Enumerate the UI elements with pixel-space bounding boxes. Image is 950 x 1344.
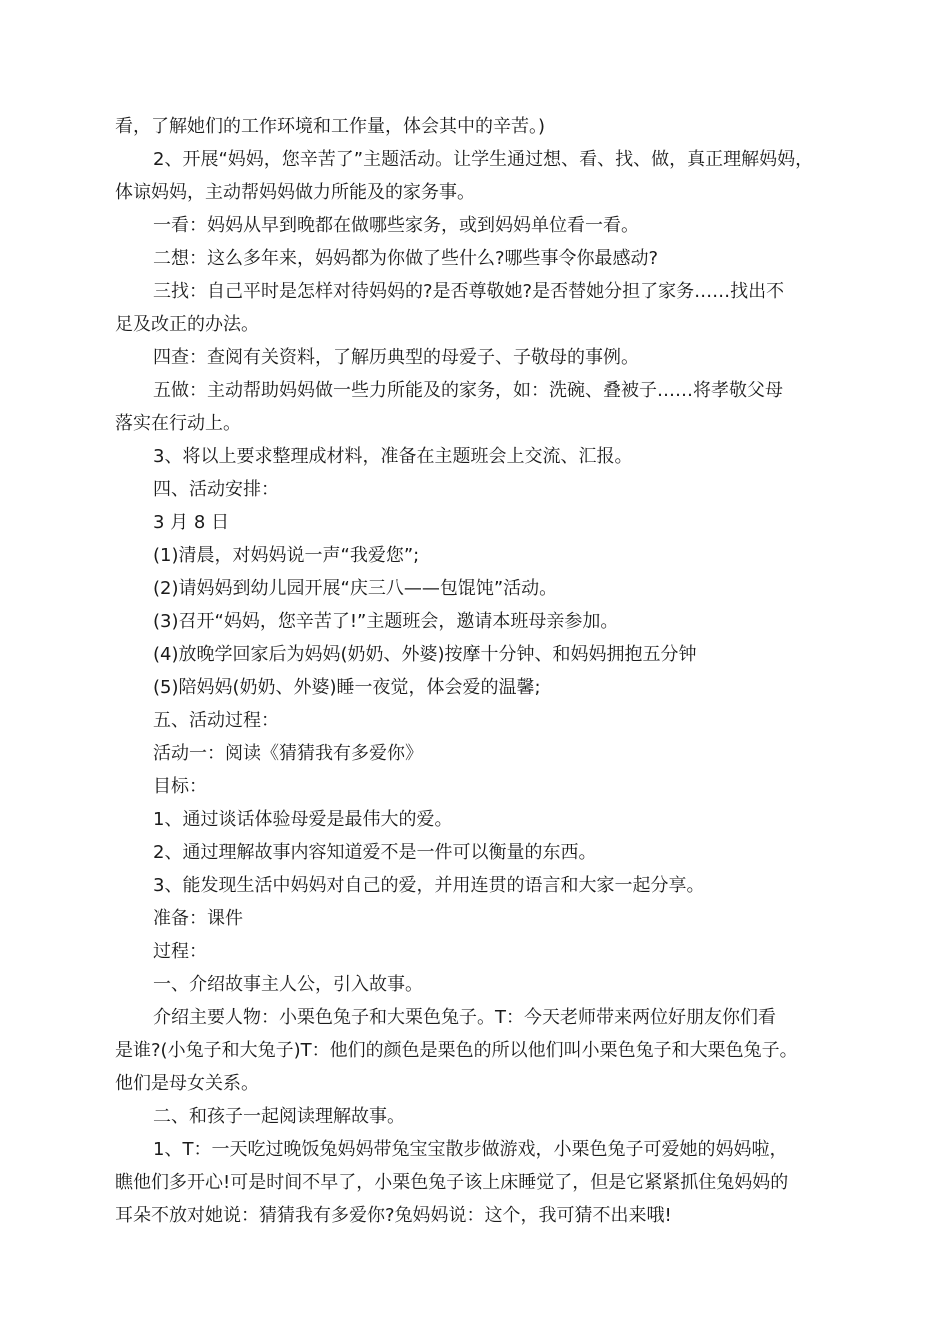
text-line: (4)放晚学回家后为妈妈(奶奶、外婆)按摩十分钟、和妈妈拥抱五分钟 bbox=[153, 644, 697, 665]
text-line: 五、活动过程： bbox=[153, 710, 279, 731]
text-line: 1、T：一天吃过晚饭兔妈妈带兔宝宝散步做游戏，小栗色兔子可爱她的妈妈啦， bbox=[153, 1139, 788, 1160]
text-line: 2、通过理解故事内容知道爱不是一件可以衡量的东西。 bbox=[153, 842, 597, 863]
text-line: 四、活动安排： bbox=[153, 479, 279, 500]
text-line: 耳朵不放对她说：猜猜我有多爱你?兔妈妈说：这个，我可猜不出来哦! bbox=[115, 1205, 672, 1226]
text-line: 二想：这么多年来，妈妈都为你做了些什么?哪些事令你最感动? bbox=[153, 248, 659, 269]
text-line: 3、将以上要求整理成材料，准备在主题班会上交流、汇报。 bbox=[153, 446, 633, 467]
text-line: (2)请妈妈到幼儿园开展“庆三八——包馄饨”活动。 bbox=[153, 578, 558, 599]
text-line: 2、开展“妈妈，您辛苦了”主题活动。让学生通过想、看、找、做，真正理解妈妈， bbox=[153, 149, 814, 170]
text-line: 瞧他们多开心!可是时间不早了，小栗色兔子该上床睡觉了，但是它紧紧抓住兔妈妈的 bbox=[115, 1172, 789, 1193]
text-line: 体谅妈妈，主动帮妈妈做力所能及的家务事。 bbox=[115, 182, 475, 203]
text-line: (5)陪妈妈(奶奶、外婆)睡一夜觉，体会爱的温馨; bbox=[153, 677, 541, 698]
text-line: 过程： bbox=[153, 941, 207, 962]
text-line: 活动一：阅读《猜猜我有多爱你》 bbox=[153, 743, 423, 764]
text-line: (3)召开“妈妈，您辛苦了!”主题班会，邀请本班母亲参加。 bbox=[153, 611, 619, 632]
text-line: (1)清晨，对妈妈说一声“我爱您”; bbox=[153, 545, 420, 566]
text-line: 看，了解她们的工作环境和工作量，体会其中的辛苦。) bbox=[115, 116, 546, 137]
text-line: 一看：妈妈从早到晚都在做哪些家务，或到妈妈单位看一看。 bbox=[153, 215, 639, 236]
text-line: 3 月 8 日 bbox=[153, 512, 230, 533]
text-line: 目标： bbox=[153, 776, 207, 797]
text-line: 一、介绍故事主人公，引入故事。 bbox=[153, 974, 423, 995]
text-line: 三找：自己平时是怎样对待妈妈的?是否尊敬她?是否替她分担了家务……找出不 bbox=[153, 281, 785, 302]
document-body bbox=[115, 110, 850, 1232]
text-line: 准备：课件 bbox=[153, 908, 243, 929]
text-line: 介绍主要人物：小栗色兔子和大栗色兔子。T：今天老师带来两位好朋友你们看 bbox=[153, 1007, 776, 1028]
text-line: 四查：查阅有关资料，了解历典型的母爱子、子敬母的事例。 bbox=[153, 347, 639, 368]
text-line: 二、和孩子一起阅读理解故事。 bbox=[153, 1106, 405, 1127]
text-line: 是谁?(小兔子和大兔子)T：他们的颜色是栗色的所以他们叫小栗色兔子和大栗色兔子。 bbox=[115, 1040, 798, 1061]
text-line: 他们是母女关系。 bbox=[115, 1073, 259, 1094]
text-line: 五做：主动帮助妈妈做一些力所能及的家务，如：洗碗、叠被子……将孝敬父母 bbox=[153, 380, 783, 401]
text-line: 3、能发现生活中妈妈对自己的爱，并用连贯的语言和大家一起分享。 bbox=[153, 875, 705, 896]
text-line: 1、通过谈话体验母爱是最伟大的爱。 bbox=[153, 809, 453, 830]
text-line: 足及改正的办法。 bbox=[115, 314, 259, 335]
text-line: 落实在行动上。 bbox=[115, 413, 241, 434]
